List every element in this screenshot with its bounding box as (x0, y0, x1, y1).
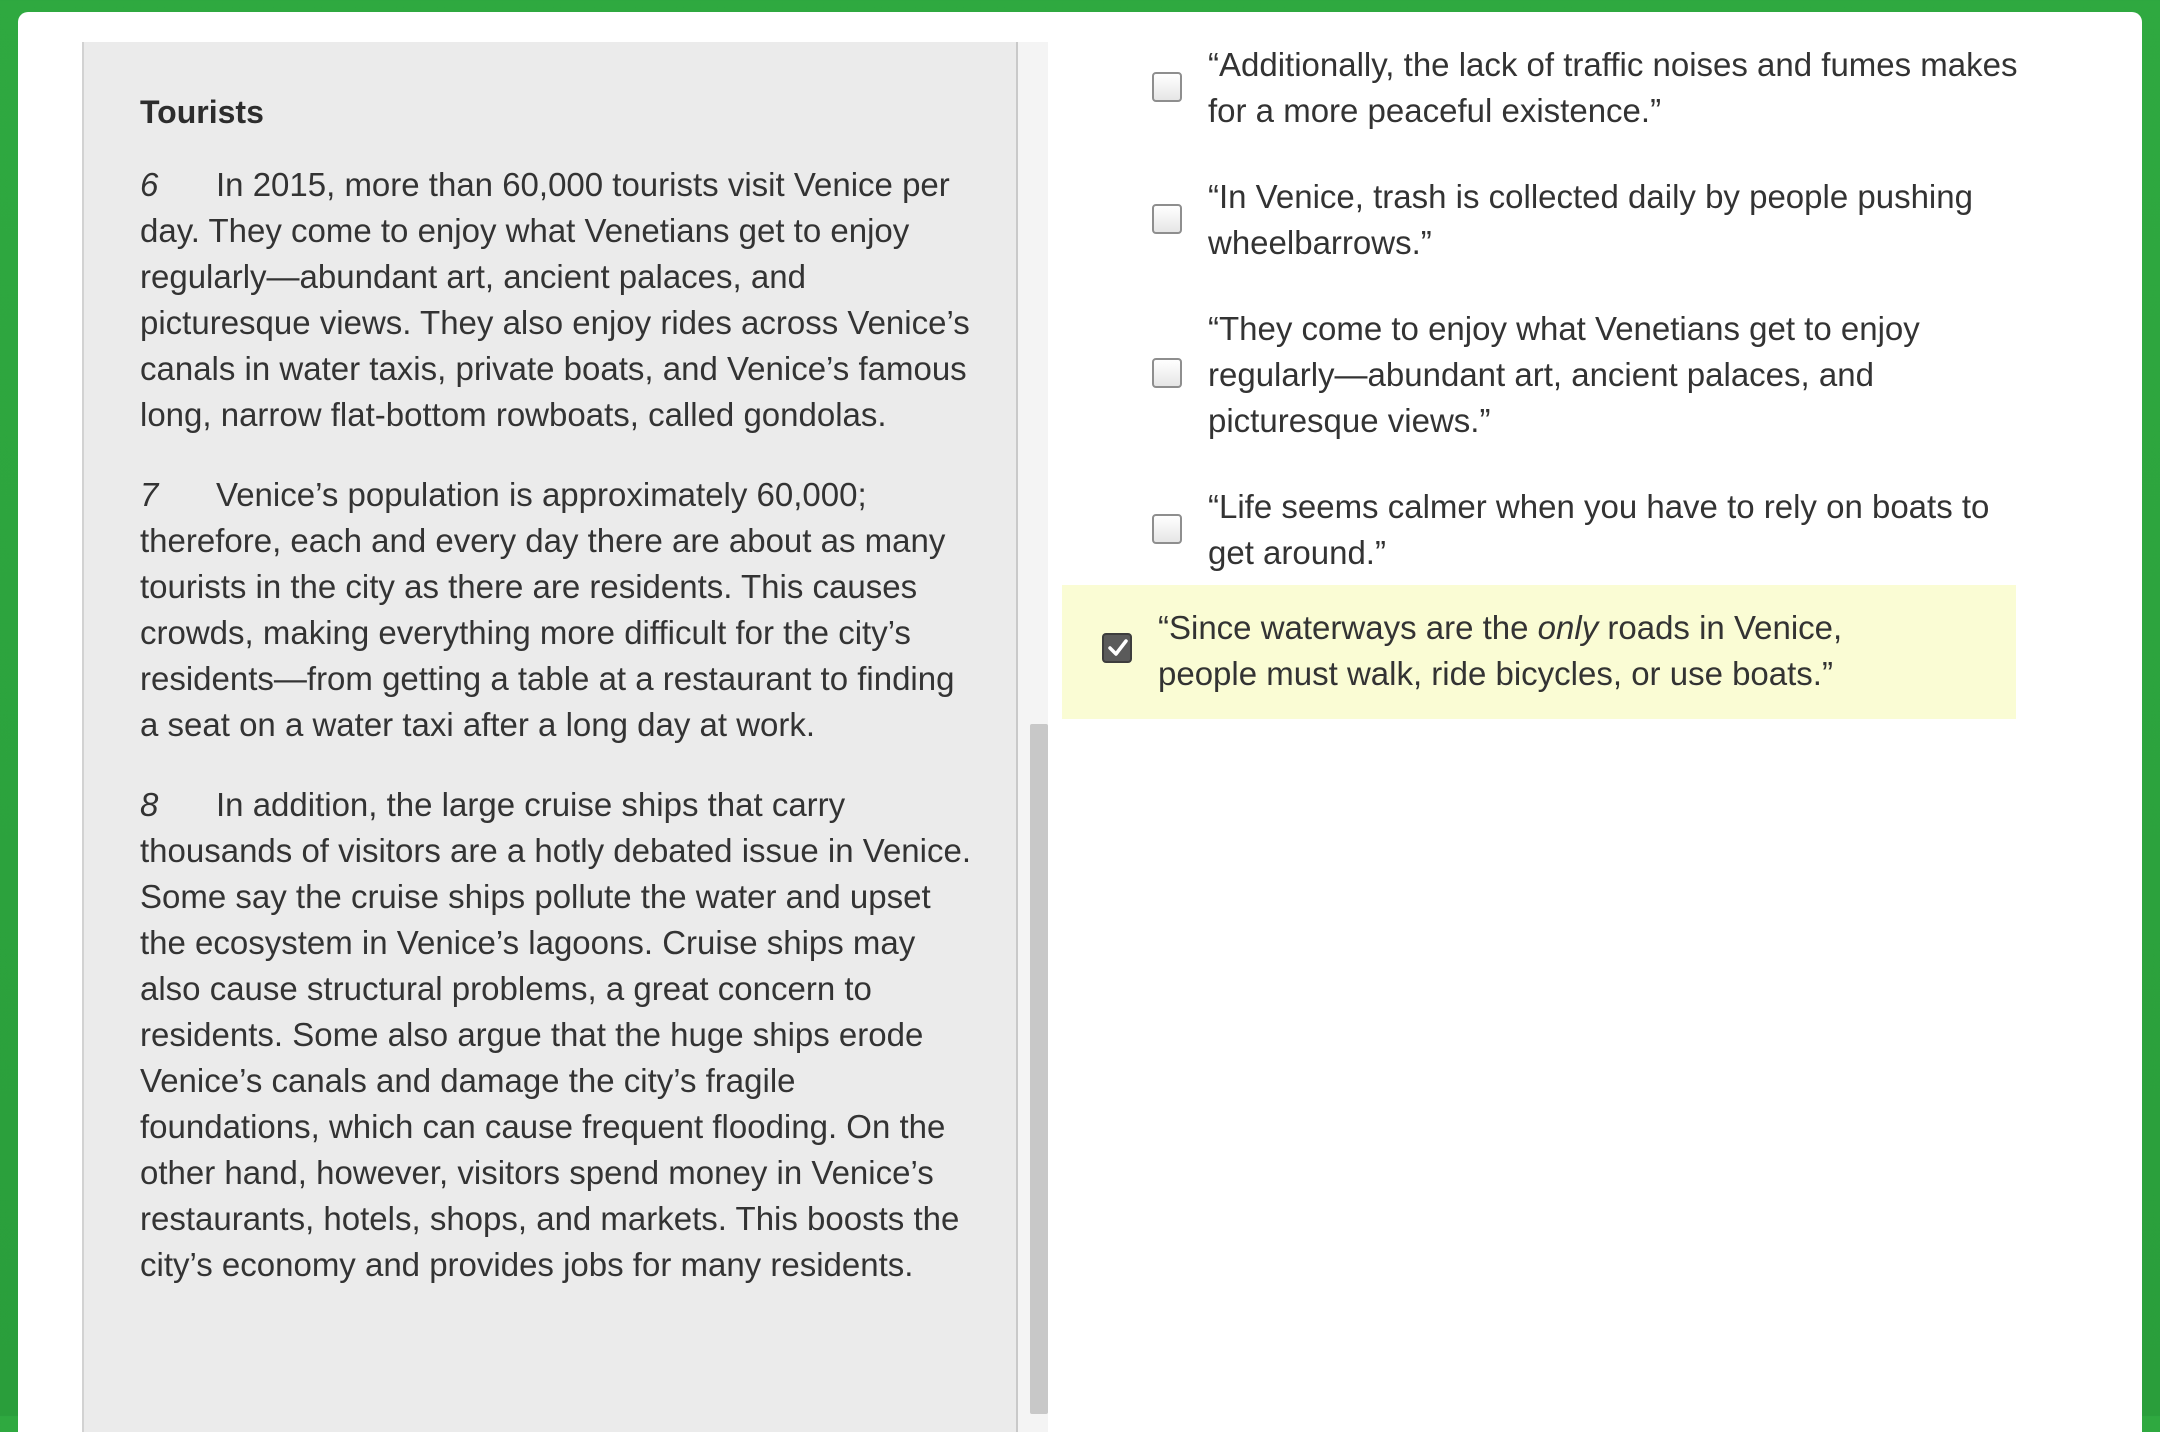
answer-option-4[interactable] (1112, 484, 2082, 584)
option-text: “Life seems calmer when you have to rely on boats to get around.” (1208, 488, 1990, 571)
passage-panel[interactable] (82, 42, 1016, 1432)
answer-option-1[interactable] (1112, 42, 2082, 142)
paragraph-number: 8 (140, 786, 159, 823)
emphasis-text: only (1537, 609, 1599, 646)
paragraph-number: 7 (140, 476, 159, 513)
paragraph-6 (140, 162, 976, 438)
passage-scrollbar-thumb[interactable] (1030, 724, 1048, 1414)
checkmark-icon (1106, 636, 1130, 660)
paragraph-text: In addition, the large cruise ships that carry thousands of visitors are a hotly debated issue in Venice. Some say the cruise ships pollute the water and upset the ecosystem in Venice’s lagoons. Cruise ships may also cause structural problems, a great concern to residents. Some also argue that the huge ships erode Venice’s canals and damage the city’s fragile foundations, which can cause frequent flooding. On the other hand, however, visitors spend money in Venice’s restaurants, hotels, shops, and markets. This boosts the city’s economy and provides jobs for many residents. (140, 786, 972, 1283)
section-heading: Tourists (140, 94, 264, 130)
option-text: “In Venice, trash is collected daily by people pushing wheelbarrows.” (1208, 178, 1973, 261)
checkbox[interactable] (1152, 358, 1182, 388)
checkbox[interactable] (1152, 514, 1182, 544)
option-text: “Additionally, the lack of traffic noises and fumes makes for a more peaceful existence.” (1208, 46, 2018, 129)
paragraph-text: Venice’s population is approximately 60,000; therefore, each and every day there are about as many tourists in the city as there are residents. This causes crowds, making everything more difficult for the city’s residents—from getting a table at a restaurant to finding a seat on a water taxi after a long day at work. (140, 476, 955, 743)
app-frame (18, 12, 2142, 1432)
option-text: “Since waterways are the only roads in Venice, people must walk, ride bicycles, or use boats.” (1158, 609, 1843, 692)
checkbox[interactable] (1152, 72, 1182, 102)
checkbox-checked[interactable] (1102, 633, 1132, 663)
answer-option-5[interactable] (1062, 585, 2016, 719)
paragraph-7 (140, 472, 976, 748)
passage-content (84, 42, 1016, 1288)
checkbox[interactable] (1152, 204, 1182, 234)
paragraph-number: 6 (140, 166, 159, 203)
paragraph-8 (140, 782, 976, 1288)
answer-option-3[interactable] (1112, 306, 2082, 452)
option-text: “They come to enjoy what Venetians get to enjoy regularly—abundant art, ancient palaces, and picturesque views.” (1208, 310, 1920, 439)
paragraph-text: In 2015, more than 60,000 tourists visit Venice per day. They come to enjoy what Venetians get to enjoy regularly—abundant art, ancient palaces, and picturesque views. They also enjoy rides across Venice’s canals in water taxis, private boats, and Venice’s famous long, narrow flat-bottom rowboats, called gondolas. (140, 166, 970, 433)
answer-option-2[interactable] (1112, 174, 2082, 274)
